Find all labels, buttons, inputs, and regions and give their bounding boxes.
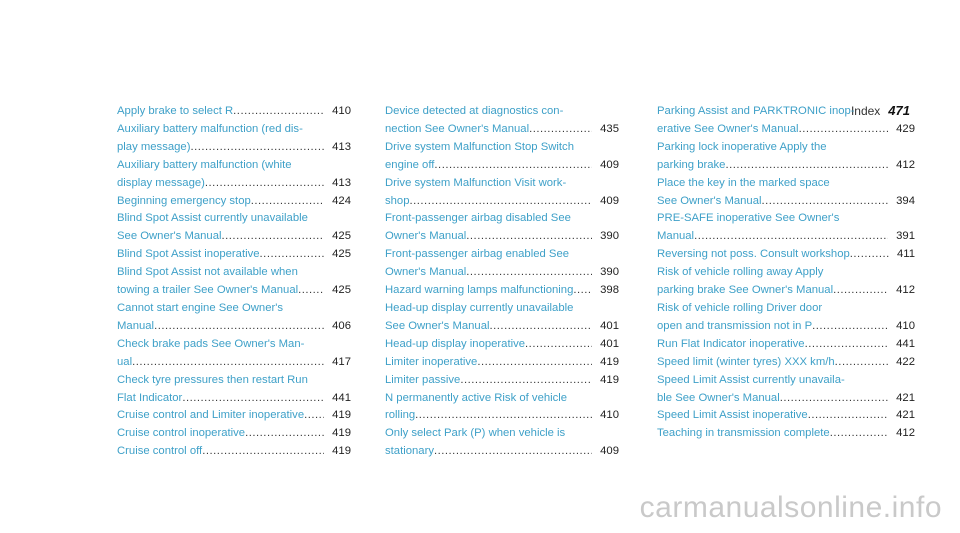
dot-leader <box>205 175 324 193</box>
entry-text: display message) <box>117 176 205 189</box>
entry-text: Reversing not poss. Consult workshop <box>657 248 850 261</box>
index-entry[interactable] <box>385 425 619 461</box>
entry-text: ble See Owner's Manual <box>657 391 780 404</box>
entry-page-number: 419 <box>600 373 619 386</box>
entry-line: Only select Park (P) when vehicle is <box>385 427 566 440</box>
index-entry[interactable] <box>117 443 351 461</box>
entry-line <box>657 193 915 211</box>
index-entry[interactable] <box>657 354 915 372</box>
index-entry[interactable] <box>657 103 915 139</box>
entry-line: Parking Assist and PARKTRONIC inop- <box>657 105 855 117</box>
entry-line: Blind Spot Assist currently unavailable <box>117 212 308 225</box>
entry-page-number: 410 <box>896 319 915 332</box>
index-entry[interactable] <box>385 103 619 139</box>
index-entry[interactable] <box>117 264 351 300</box>
entry-line <box>117 175 351 193</box>
dot-leader <box>466 264 592 282</box>
index-entry[interactable] <box>117 300 351 336</box>
entry-text: erative See Owner's Manual <box>657 122 799 135</box>
dot-leader <box>415 407 592 425</box>
entry-page-number: 401 <box>600 319 619 332</box>
entry-page-number: 425 <box>332 284 351 297</box>
entry-text: Teaching in transmission complete <box>657 427 830 440</box>
index-entry[interactable] <box>657 372 915 408</box>
entry-text: Apply brake to select R <box>117 105 234 117</box>
dot-leader <box>725 157 888 175</box>
dot-leader <box>222 228 325 246</box>
entry-line <box>385 264 619 282</box>
index-entry[interactable] <box>657 336 915 354</box>
dot-leader <box>833 282 888 300</box>
dot-leader <box>573 282 592 300</box>
entry-text: shop <box>385 194 410 207</box>
entry-line <box>657 425 915 443</box>
entry-page-number: 417 <box>332 355 351 368</box>
entry-line: Device detected at diagnostics con- <box>385 105 564 117</box>
index-column-2 <box>385 103 619 461</box>
entry-page-number: 398 <box>600 284 619 297</box>
entry-line <box>117 246 351 264</box>
entry-text: Blind Spot Assist inoperative <box>117 248 260 261</box>
entry-line <box>117 103 351 121</box>
entry-text: Owner's Manual <box>385 266 467 279</box>
entry-line <box>385 228 619 246</box>
entry-line: Place the key in the marked space <box>657 176 830 189</box>
entry-page-number: 391 <box>896 230 915 243</box>
watermark: carmanualsonline.info <box>639 491 942 524</box>
entry-page-number: 413 <box>332 176 351 189</box>
entry-page-number: 394 <box>896 194 915 207</box>
dot-leader <box>245 425 324 443</box>
dot-leader <box>812 318 888 336</box>
entry-line <box>117 443 351 461</box>
index-entry[interactable] <box>385 390 619 426</box>
entry-line: Check tyre pressures then restart Run <box>117 373 308 386</box>
entry-text: Cruise control off <box>117 445 203 458</box>
entry-line <box>385 193 619 211</box>
entry-line: PRE-SAFE inoperative See Owner's <box>657 212 840 225</box>
entry-text: Speed Limit Assist inoperative <box>657 409 808 422</box>
entry-line: Head-up display currently unavailable <box>385 301 574 314</box>
entry-text: play message) <box>117 140 191 153</box>
entry-line <box>117 228 351 246</box>
entry-line: Drive system Malfunction Stop Switch <box>385 140 574 153</box>
dot-leader <box>190 139 324 157</box>
index-entry[interactable] <box>117 246 351 264</box>
index-entry[interactable] <box>657 246 915 264</box>
index-entry[interactable] <box>657 300 915 336</box>
entry-line: Risk of vehicle rolling Driver door <box>657 301 823 314</box>
entry-line <box>657 246 915 264</box>
entry-page-number: 390 <box>600 266 619 279</box>
entry-line <box>657 121 915 139</box>
dot-leader <box>490 318 593 336</box>
entry-page-number: 425 <box>332 248 351 261</box>
entry-text: Speed limit (winter tyres) XXX km/h <box>657 355 835 368</box>
index-entry[interactable] <box>117 407 351 425</box>
entry-text: parking brake See Owner's Manual <box>657 284 834 297</box>
entry-page-number: 390 <box>600 230 619 243</box>
entry-line: Speed Limit Assist currently unavaila- <box>657 373 845 386</box>
entry-line <box>385 282 619 300</box>
entry-line <box>657 228 915 246</box>
entry-line: N permanently active Risk of vehicle <box>385 391 568 404</box>
dot-leader <box>780 390 888 408</box>
entry-line <box>657 354 915 372</box>
dot-leader <box>762 193 889 211</box>
entry-line: Auxiliary battery malfunction (white <box>117 158 292 171</box>
entry-line <box>385 336 619 354</box>
entry-page-number: 435 <box>600 122 619 135</box>
dot-leader <box>525 336 592 354</box>
entry-line: Drive system Malfunction Visit work- <box>385 176 567 189</box>
entry-page-number: 410 <box>332 105 351 117</box>
index-entry[interactable] <box>117 336 351 372</box>
dot-leader <box>434 443 592 461</box>
entry-line <box>117 425 351 443</box>
index-entry[interactable] <box>117 121 351 157</box>
entry-line: Front-passenger airbag enabled See <box>385 248 570 261</box>
dot-leader <box>182 390 324 408</box>
entry-line <box>657 336 915 354</box>
entry-text: engine off <box>385 158 435 171</box>
entry-page-number: 409 <box>600 445 619 458</box>
index-entry[interactable] <box>385 300 619 336</box>
dot-leader <box>154 318 324 336</box>
entry-line <box>657 390 915 408</box>
entry-text: Hazard warning lamps malfunctioning <box>385 284 574 297</box>
entry-line: Risk of vehicle rolling away Apply <box>657 266 824 279</box>
entry-page-number: 422 <box>896 355 915 368</box>
entry-line <box>117 390 351 408</box>
entry-line <box>117 193 351 211</box>
index-entry[interactable] <box>385 354 619 372</box>
entry-page-number: 413 <box>332 140 351 153</box>
entry-line <box>385 372 619 390</box>
entry-line: Check brake pads See Owner's Man- <box>117 337 305 350</box>
index-entry[interactable] <box>657 175 915 211</box>
entry-page-number: 411 <box>896 248 915 261</box>
entry-page-number: 419 <box>332 427 351 440</box>
dot-leader <box>460 372 592 390</box>
entry-page-number: 421 <box>896 409 915 422</box>
entry-text: Run Flat Indicator inoperative <box>657 337 805 350</box>
entry-line <box>385 443 619 461</box>
page-number: 471 <box>888 103 910 118</box>
entry-page-number: 441 <box>896 337 915 350</box>
index-entry[interactable] <box>117 103 351 121</box>
entry-line <box>657 282 915 300</box>
dot-leader <box>799 121 889 139</box>
index-column-1 <box>117 103 351 461</box>
entry-text: Beginning emergency stop <box>117 194 251 207</box>
entry-text: See Owner's Manual <box>657 194 762 207</box>
dot-leader <box>304 407 324 425</box>
entry-page-number: 419 <box>332 409 351 422</box>
entry-text: parking brake <box>657 158 726 171</box>
index-column-3 <box>657 103 915 443</box>
entry-page-number: 425 <box>332 230 351 243</box>
entry-page-number: 401 <box>600 337 619 350</box>
dot-leader <box>850 246 889 264</box>
entry-text: See Owner's Manual <box>385 319 490 332</box>
entry-line: Cannot start engine See Owner's <box>117 301 284 314</box>
entry-text: stationary <box>385 445 434 458</box>
index-entry[interactable] <box>385 372 619 390</box>
index-entry[interactable] <box>657 139 915 175</box>
entry-text: Flat Indicator <box>117 391 183 404</box>
entry-line <box>385 318 619 336</box>
section-label: Index <box>850 104 881 118</box>
dot-leader <box>805 336 889 354</box>
entry-page-number: 412 <box>896 158 915 171</box>
index-entry[interactable] <box>657 407 915 425</box>
dot-leader <box>260 246 325 264</box>
index-entry[interactable] <box>117 157 351 193</box>
dot-leader <box>298 282 324 300</box>
entry-page-number: 421 <box>896 391 915 404</box>
dot-leader <box>466 228 592 246</box>
entry-line: Parking lock inoperative Apply the <box>657 140 827 153</box>
dot-leader <box>830 425 888 443</box>
entry-page-number: 441 <box>332 391 351 404</box>
dot-leader <box>694 228 888 246</box>
index-entry[interactable] <box>385 210 619 246</box>
entry-line <box>657 318 915 336</box>
entry-line <box>385 121 619 139</box>
entry-line <box>117 354 351 372</box>
index-entry[interactable] <box>117 425 351 443</box>
entry-text: Limiter inoperative <box>385 355 478 368</box>
entry-text: nection See Owner's Manual <box>385 122 530 135</box>
entry-line <box>117 407 351 425</box>
entry-line: Blind Spot Assist not available when <box>117 266 298 279</box>
entry-text: See Owner's Manual <box>117 230 222 243</box>
index-entry[interactable] <box>657 425 915 443</box>
entry-page-number: 409 <box>600 194 619 207</box>
dot-leader <box>835 354 888 372</box>
entry-line <box>117 282 351 300</box>
entry-text: Manual <box>117 319 155 332</box>
entry-line <box>657 407 915 425</box>
entry-line <box>385 407 619 425</box>
entry-text: open and transmission not in P <box>657 319 813 332</box>
dot-leader <box>808 407 888 425</box>
entry-text: Manual <box>657 230 695 243</box>
entry-line <box>117 318 351 336</box>
entry-line <box>385 354 619 372</box>
entry-page-number: 429 <box>896 122 915 135</box>
index-entry[interactable] <box>117 193 351 211</box>
entry-text: Head-up display inoperative <box>385 337 526 350</box>
index-entry[interactable] <box>385 246 619 282</box>
entry-page-number: 406 <box>332 319 351 332</box>
entry-line <box>117 139 351 157</box>
entry-line <box>657 157 915 175</box>
entry-text: ual <box>117 355 133 368</box>
index-entry[interactable] <box>117 210 351 246</box>
index-entry[interactable] <box>657 210 915 246</box>
entry-page-number: 409 <box>600 158 619 171</box>
entry-text: Limiter passive <box>385 373 461 386</box>
entry-text: Cruise control and Limiter inoperative <box>117 409 305 422</box>
index-entry[interactable] <box>657 264 915 300</box>
dot-leader <box>233 103 324 121</box>
entry-page-number: 412 <box>896 427 915 440</box>
entry-page-number: 424 <box>332 194 351 207</box>
entry-text: towing a trailer See Owner's Manual <box>117 284 299 297</box>
entry-text: Owner's Manual <box>385 230 467 243</box>
entry-text: rolling <box>385 409 416 422</box>
dot-leader <box>410 193 593 211</box>
dot-leader <box>477 354 592 372</box>
dot-leader <box>434 157 592 175</box>
entry-page-number: 419 <box>600 355 619 368</box>
index-entry[interactable] <box>117 372 351 408</box>
index-entry[interactable] <box>385 175 619 211</box>
index-entry[interactable] <box>385 282 619 300</box>
entry-page-number: 412 <box>896 284 915 297</box>
entry-line: Front-passenger airbag disabled See <box>385 212 571 225</box>
dot-leader <box>202 443 324 461</box>
index-entry[interactable] <box>385 139 619 175</box>
entry-page-number: 419 <box>332 445 351 458</box>
entry-line: Auxiliary battery malfunction (red dis- <box>117 122 303 135</box>
dot-leader <box>251 193 324 211</box>
entry-page-number: 410 <box>600 409 619 422</box>
index-entry[interactable] <box>385 336 619 354</box>
entry-line <box>385 157 619 175</box>
dot-leader <box>529 121 592 139</box>
dot-leader <box>132 354 324 372</box>
entry-text: Cruise control inoperative <box>117 427 246 440</box>
